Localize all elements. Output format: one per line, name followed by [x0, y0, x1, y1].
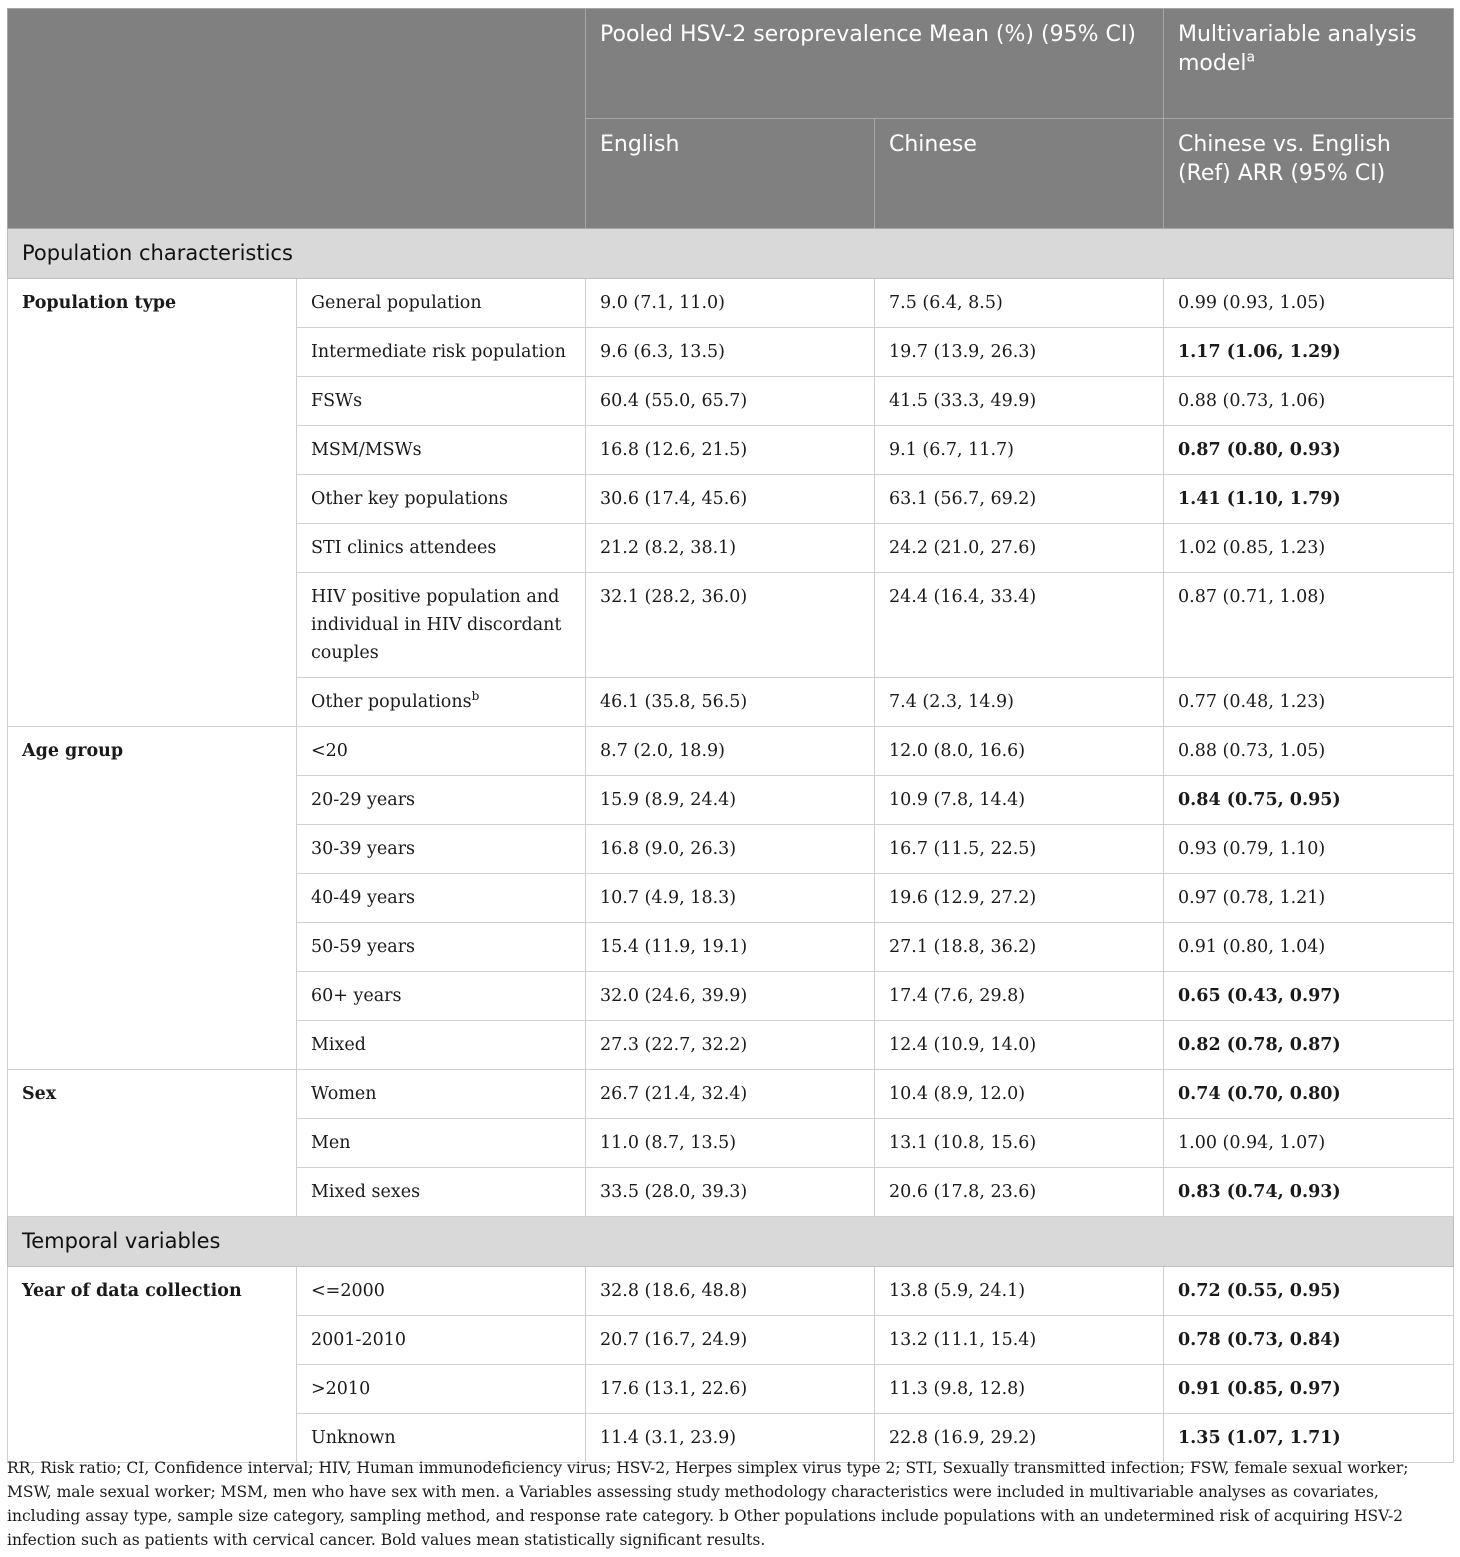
- row-label: [297, 1119, 586, 1168]
- english-value: 9.0 (7.1, 11.0): [586, 279, 875, 328]
- arr-value: 0.91 (0.80, 1.04): [1164, 923, 1454, 972]
- row-label-text: MSM/MSWs: [311, 440, 422, 460]
- row-label: [297, 524, 586, 573]
- arr-value: 0.88 (0.73, 1.06): [1164, 377, 1454, 426]
- table-row: [8, 1070, 1454, 1119]
- chinese-value: 63.1 (56.7, 69.2): [875, 475, 1164, 524]
- row-label-text: 40-49 years: [311, 888, 416, 908]
- arr-value: 0.82 (0.78, 0.87): [1164, 1021, 1454, 1070]
- section-row-temporal: [8, 1217, 1454, 1267]
- row-label-text: Women: [311, 1084, 377, 1104]
- arr-value: 0.88 (0.73, 1.05): [1164, 727, 1454, 776]
- category-label: Age group: [8, 727, 297, 1070]
- chinese-value: 24.4 (16.4, 33.4): [875, 573, 1164, 678]
- row-label-text: STI clinics attendees: [311, 538, 497, 558]
- english-value: 21.2 (8.2, 38.1): [586, 524, 875, 573]
- arr-value: 0.77 (0.48, 1.23): [1164, 678, 1454, 727]
- row-label-text: >2010: [311, 1379, 371, 1399]
- row-label: [297, 426, 586, 475]
- chinese-value: 19.7 (13.9, 26.3): [875, 328, 1164, 377]
- header-english: English: [586, 119, 875, 229]
- arr-value: 0.99 (0.93, 1.05): [1164, 279, 1454, 328]
- row-label: [297, 923, 586, 972]
- row-label: [297, 776, 586, 825]
- chinese-value: 7.4 (2.3, 14.9): [875, 678, 1164, 727]
- english-value: 32.8 (18.6, 48.8): [586, 1267, 875, 1316]
- row-label: [297, 1168, 586, 1217]
- chinese-value: 41.5 (33.3, 49.9): [875, 377, 1164, 426]
- english-value: 16.8 (9.0, 26.3): [586, 825, 875, 874]
- english-value: 30.6 (17.4, 45.6): [586, 475, 875, 524]
- row-label: [297, 727, 586, 776]
- chinese-value: 10.4 (8.9, 12.0): [875, 1070, 1164, 1119]
- row-label: [297, 1267, 586, 1316]
- english-value: 15.9 (8.9, 24.4): [586, 776, 875, 825]
- chinese-value: 19.6 (12.9, 27.2): [875, 874, 1164, 923]
- table-body: [8, 229, 1454, 1463]
- row-label-text: Intermediate risk population: [311, 342, 566, 362]
- arr-value: 1.17 (1.06, 1.29): [1164, 328, 1454, 377]
- chinese-value: 9.1 (6.7, 11.7): [875, 426, 1164, 475]
- header-model: [1164, 9, 1454, 119]
- chinese-value: 16.7 (11.5, 22.5): [875, 825, 1164, 874]
- chinese-value: 27.1 (18.8, 36.2): [875, 923, 1164, 972]
- arr-value: 0.97 (0.78, 1.21): [1164, 874, 1454, 923]
- chinese-value: 17.4 (7.6, 29.8): [875, 972, 1164, 1021]
- row-label: [297, 1070, 586, 1119]
- english-value: 11.4 (3.1, 23.9): [586, 1414, 875, 1463]
- header-chinese: Chinese: [875, 119, 1164, 229]
- row-label-text: Other key populations: [311, 489, 509, 509]
- arr-value: 0.87 (0.71, 1.08): [1164, 573, 1454, 678]
- header-arr: Chinese vs. English (Ref) ARR (95% CI): [1164, 119, 1454, 229]
- chinese-value: 13.1 (10.8, 15.6): [875, 1119, 1164, 1168]
- english-value: 15.4 (11.9, 19.1): [586, 923, 875, 972]
- row-label-text: Other populations: [311, 692, 472, 712]
- chinese-value: 13.8 (5.9, 24.1): [875, 1267, 1164, 1316]
- chinese-value: 22.8 (16.9, 29.2): [875, 1414, 1164, 1463]
- row-label-text: 60+ years: [311, 986, 402, 1006]
- section-row-population: [8, 229, 1454, 279]
- chinese-value: 10.9 (7.8, 14.4): [875, 776, 1164, 825]
- english-value: 26.7 (21.4, 32.4): [586, 1070, 875, 1119]
- section-title: Population characteristics: [8, 229, 1454, 279]
- header-model-text: Multivariable analysis model: [1178, 22, 1417, 76]
- english-value: 9.6 (6.3, 13.5): [586, 328, 875, 377]
- english-value: 11.0 (8.7, 13.5): [586, 1119, 875, 1168]
- row-label-text: Men: [311, 1133, 351, 1153]
- arr-value: 1.41 (1.10, 1.79): [1164, 475, 1454, 524]
- chinese-value: 24.2 (21.0, 27.6): [875, 524, 1164, 573]
- english-value: 10.7 (4.9, 18.3): [586, 874, 875, 923]
- arr-value: 0.91 (0.85, 0.97): [1164, 1365, 1454, 1414]
- row-label: [297, 1365, 586, 1414]
- row-label: [297, 1021, 586, 1070]
- row-label: [297, 279, 586, 328]
- english-value: 16.8 (12.6, 21.5): [586, 426, 875, 475]
- row-label-sup: b: [471, 689, 480, 704]
- row-label-text: 2001-2010: [311, 1330, 406, 1350]
- category-label: Population type: [8, 279, 297, 727]
- english-value: 17.6 (13.1, 22.6): [586, 1365, 875, 1414]
- english-value: 32.0 (24.6, 39.9): [586, 972, 875, 1021]
- table-footnote: RR, Risk ratio; CI, Confidence interval; HIV, Human immunodeficiency virus; HSV-2, Herpes simplex virus type 2; STI, Sexually transmitted infection; FSW, female sexual worker; MSW, male sexual worker; MSM, men who have sex with men. a Variables assessing study methodology characteristics were included in multivariable analyses as covariates, including assay type, sample size category, sampling method, and response rate category. b Other populations include populations with an undetermined risk of acquiring HSV-2 infection such as patients with cervical cancer. Bold values mean statistically significant results.: [7, 1459, 1409, 1549]
- english-value: 8.7 (2.0, 18.9): [586, 727, 875, 776]
- chinese-value: 20.6 (17.8, 23.6): [875, 1168, 1164, 1217]
- row-label-text: General population: [311, 293, 482, 313]
- chinese-value: 11.3 (9.8, 12.8): [875, 1365, 1164, 1414]
- arr-value: 0.87 (0.80, 0.93): [1164, 426, 1454, 475]
- row-label-text: <20: [311, 741, 348, 761]
- category-label: Sex: [8, 1070, 297, 1217]
- chinese-value: 7.5 (6.4, 8.5): [875, 279, 1164, 328]
- arr-value: 0.83 (0.74, 0.93): [1164, 1168, 1454, 1217]
- arr-value: 0.84 (0.75, 0.95): [1164, 776, 1454, 825]
- row-label: [297, 1316, 586, 1365]
- arr-value: 1.02 (0.85, 1.23): [1164, 524, 1454, 573]
- row-label: [297, 573, 586, 678]
- english-value: 20.7 (16.7, 24.9): [586, 1316, 875, 1365]
- row-label: [297, 972, 586, 1021]
- header-model-sup: a: [1246, 49, 1256, 66]
- row-label-text: HIV positive population and individual in HIV discordant couples: [311, 587, 562, 663]
- arr-value: 0.65 (0.43, 0.97): [1164, 972, 1454, 1021]
- row-label-text: <=2000: [311, 1281, 385, 1301]
- row-label-text: 50-59 years: [311, 937, 416, 957]
- row-label-text: Unknown: [311, 1428, 396, 1448]
- table-row: [8, 727, 1454, 776]
- results-table-wrapper: [7, 8, 1453, 1463]
- english-value: 60.4 (55.0, 65.7): [586, 377, 875, 426]
- arr-value: 0.74 (0.70, 0.80): [1164, 1070, 1454, 1119]
- english-value: 27.3 (22.7, 32.2): [586, 1021, 875, 1070]
- row-label: [297, 328, 586, 377]
- row-label: [297, 377, 586, 426]
- row-label-text: Mixed: [311, 1035, 366, 1055]
- arr-value: 0.72 (0.55, 0.95): [1164, 1267, 1454, 1316]
- category-label: Year of data collection: [8, 1267, 297, 1463]
- results-table: [7, 8, 1454, 1463]
- arr-value: 0.93 (0.79, 1.10): [1164, 825, 1454, 874]
- row-label-text: 20-29 years: [311, 790, 416, 810]
- header-blank: [8, 9, 586, 229]
- chinese-value: 12.4 (10.9, 14.0): [875, 1021, 1164, 1070]
- english-value: 33.5 (28.0, 39.3): [586, 1168, 875, 1217]
- arr-value: 0.78 (0.73, 0.84): [1164, 1316, 1454, 1365]
- chinese-value: 13.2 (11.1, 15.4): [875, 1316, 1164, 1365]
- row-label-text: Mixed sexes: [311, 1182, 421, 1202]
- english-value: 46.1 (35.8, 56.5): [586, 678, 875, 727]
- row-label: [297, 874, 586, 923]
- arr-value: 1.00 (0.94, 1.07): [1164, 1119, 1454, 1168]
- row-label: [297, 825, 586, 874]
- row-label: [297, 475, 586, 524]
- section-title: Temporal variables: [8, 1217, 1454, 1267]
- row-label: [297, 678, 586, 727]
- row-label-text: FSWs: [311, 391, 363, 411]
- table-row: [8, 1267, 1454, 1316]
- table-row: [8, 279, 1454, 328]
- chinese-value: 12.0 (8.0, 16.6): [875, 727, 1164, 776]
- row-label-text: 30-39 years: [311, 839, 416, 859]
- arr-value: 1.35 (1.07, 1.71): [1164, 1414, 1454, 1463]
- english-value: 32.1 (28.2, 36.0): [586, 573, 875, 678]
- header-pooled: Pooled HSV-2 seroprevalence Mean (%) (95% CI): [586, 9, 1164, 119]
